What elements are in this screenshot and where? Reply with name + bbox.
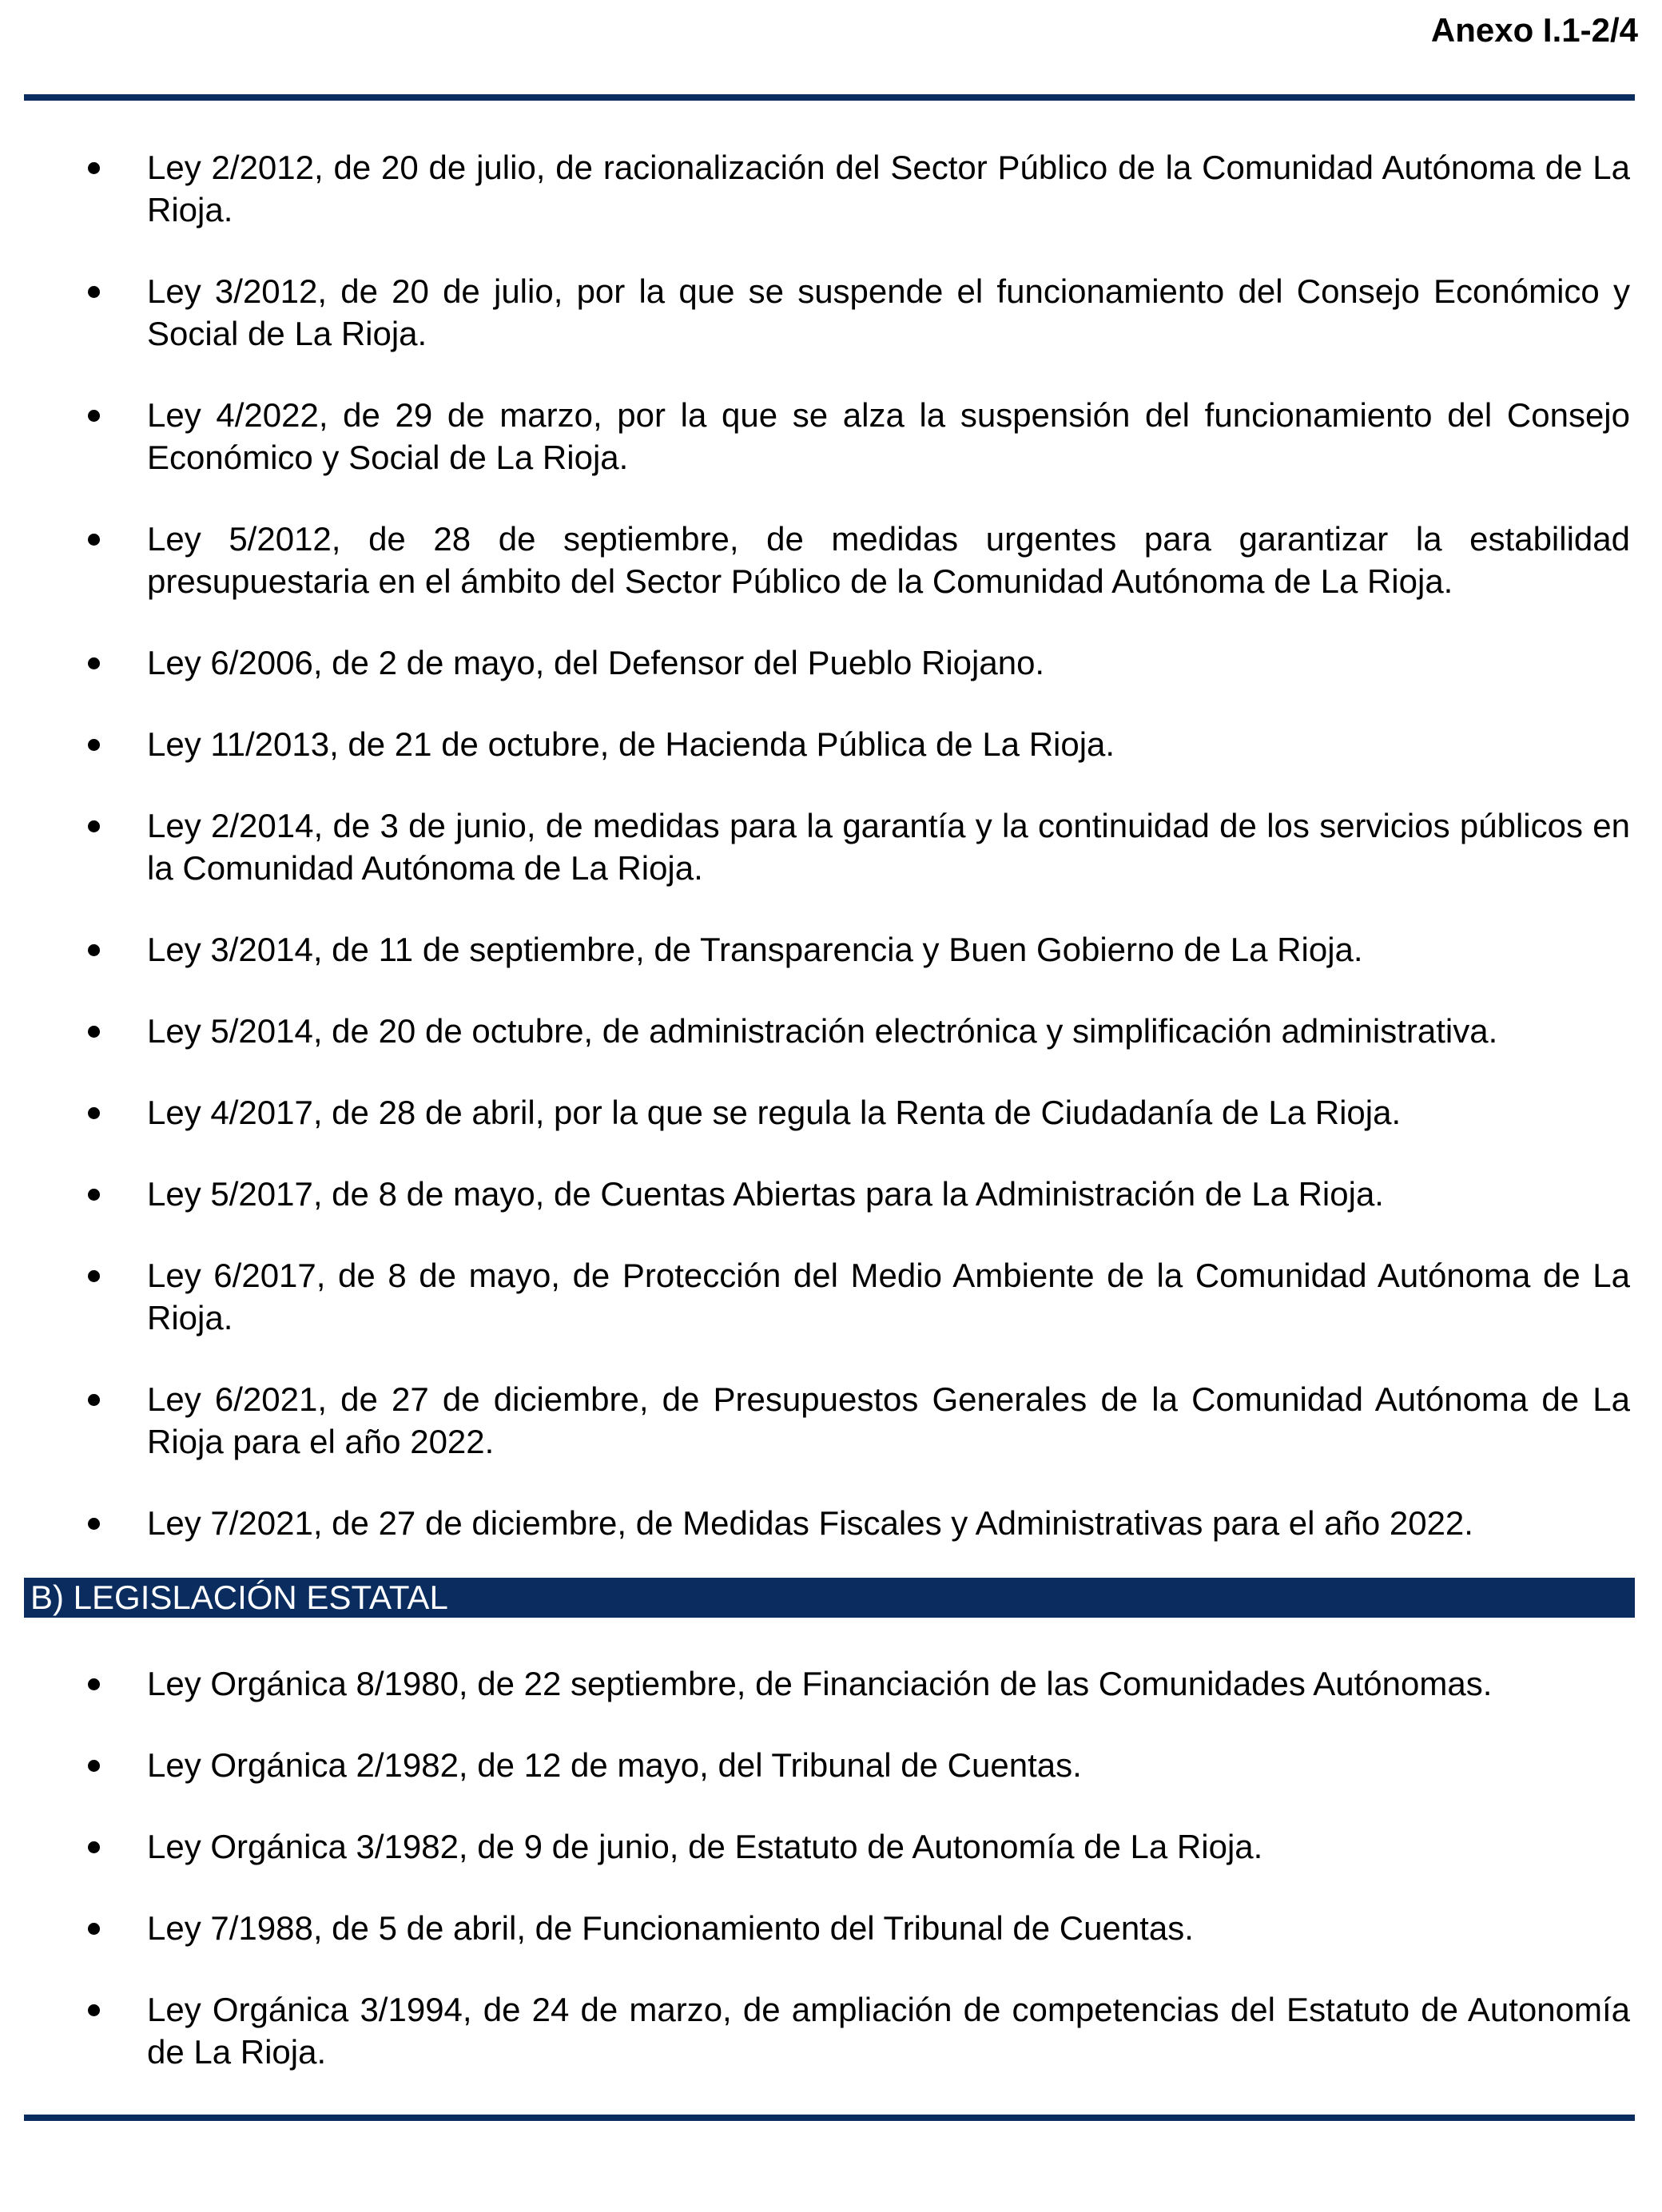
list-item — [0, 1502, 1662, 1544]
list-item — [0, 1988, 1662, 2073]
bullet-icon — [88, 410, 100, 422]
list-item-text: Ley 5/2012, de 28 de septiembre, de medidas urgentes para garantizar la estabilidad presupuestaria en el ámbito del Sector Público de la Comunidad Autónoma de La Rioja. — [147, 520, 1630, 600]
regional-law-list — [0, 146, 1662, 1583]
bullet-icon — [88, 1189, 100, 1201]
bullet-icon — [88, 1518, 100, 1530]
list-item-text: Ley 7/1988, de 5 de abril, de Funcionamiento del Tribunal de Cuentas. — [147, 1909, 1194, 1947]
list-item-text: Ley Orgánica 2/1982, de 12 de mayo, del Tribunal de Cuentas. — [147, 1746, 1082, 1784]
bullet-icon — [88, 1678, 100, 1690]
list-item — [0, 723, 1662, 765]
bullet-icon — [88, 657, 100, 669]
list-item-text: Ley 6/2017, de 8 de mayo, de Protección del Medio Ambiente de la Comunidad Autónoma de La Rioja. — [147, 1257, 1630, 1336]
list-item-text: Ley 2/2012, de 20 de julio, de racionalización del Sector Público de la Comunidad Autónoma de La Rioja. — [147, 149, 1630, 228]
bullet-icon — [88, 286, 100, 298]
list-item — [0, 1091, 1662, 1134]
bullet-icon — [88, 1841, 100, 1853]
list-item — [0, 146, 1662, 231]
list-item — [0, 1825, 1662, 1868]
list-item-text: Ley 11/2013, de 21 de octubre, de Hacienda Pública de La Rioja. — [147, 725, 1115, 763]
list-item-text: Ley 3/2012, de 20 de julio, por la que se suspende el funcionamiento del Consejo Económico y Social de La Rioja. — [147, 272, 1630, 352]
bullet-icon — [88, 1394, 100, 1406]
list-item — [0, 518, 1662, 602]
list-item — [0, 1254, 1662, 1339]
list-item — [0, 1378, 1662, 1463]
bullet-icon — [88, 1760, 100, 1772]
bullet-icon — [88, 1026, 100, 1038]
bullet-icon — [88, 1107, 100, 1119]
list-item — [0, 1173, 1662, 1215]
bullet-icon — [88, 534, 100, 546]
list-item — [0, 641, 1662, 684]
list-item-text: Ley 3/2014, de 11 de septiembre, de Transparencia y Buen Gobierno de La Rioja. — [147, 931, 1363, 968]
estatal-law-list — [0, 1662, 1662, 2112]
footer-divider — [24, 2115, 1635, 2121]
bullet-icon — [88, 1270, 100, 1282]
annex-label: Anexo I.1-2/4 — [1430, 11, 1638, 49]
bullet-icon — [88, 820, 100, 832]
list-item-text: Ley 4/2022, de 29 de marzo, por la que se alza la suspensión del funcionamiento del Consejo Económico y Social de La Rioja. — [147, 396, 1630, 476]
list-item — [0, 1907, 1662, 1949]
bullet-icon — [88, 944, 100, 956]
list-item — [0, 394, 1662, 479]
list-item — [0, 1744, 1662, 1786]
list-item-text: Ley Orgánica 3/1982, de 9 de junio, de Estatuto de Autonomía de La Rioja. — [147, 1828, 1263, 1865]
list-item-text: Ley 4/2017, de 28 de abril, por la que se regula la Renta de Ciudadanía de La Rioja. — [147, 1094, 1402, 1131]
bullet-icon — [88, 1923, 100, 1935]
list-item-text: Ley 6/2006, de 2 de mayo, del Defensor del Pueblo Riojano. — [147, 644, 1045, 681]
bullet-icon — [88, 2004, 100, 2016]
bullet-icon — [88, 162, 100, 174]
list-item-text: Ley 6/2021, de 27 de diciembre, de Presupuestos Generales de la Comunidad Autónoma de La Rioja para el año 2022. — [147, 1380, 1630, 1460]
list-item-text: Ley 2/2014, de 3 de junio, de medidas para la garantía y la continuidad de los servicios públicos en la Comunidad Autónoma de La Rioja. — [147, 807, 1630, 887]
list-item — [0, 1662, 1662, 1705]
list-item — [0, 804, 1662, 889]
section-heading-estatal: B) LEGISLACIÓN ESTATAL — [24, 1578, 1635, 1618]
list-item-text: Ley 5/2014, de 20 de octubre, de administración electrónica y simplificación administrativa. — [147, 1012, 1498, 1050]
list-item — [0, 928, 1662, 971]
bullet-icon — [88, 739, 100, 751]
list-item-text: Ley 7/2021, de 27 de diciembre, de Medidas Fiscales y Administrativas para el año 2022. — [147, 1504, 1473, 1542]
header-divider — [24, 94, 1635, 101]
list-item — [0, 270, 1662, 355]
list-item-text: Ley Orgánica 3/1994, de 24 de marzo, de ampliación de competencias del Estatuto de Autonomía de La Rioja. — [147, 1991, 1630, 2071]
list-item-text: Ley Orgánica 8/1980, de 22 septiembre, de Financiación de las Comunidades Autónomas. — [147, 1665, 1493, 1702]
list-item — [0, 1010, 1662, 1052]
list-item-text: Ley 5/2017, de 8 de mayo, de Cuentas Abiertas para la Administración de La Rioja. — [147, 1175, 1384, 1213]
